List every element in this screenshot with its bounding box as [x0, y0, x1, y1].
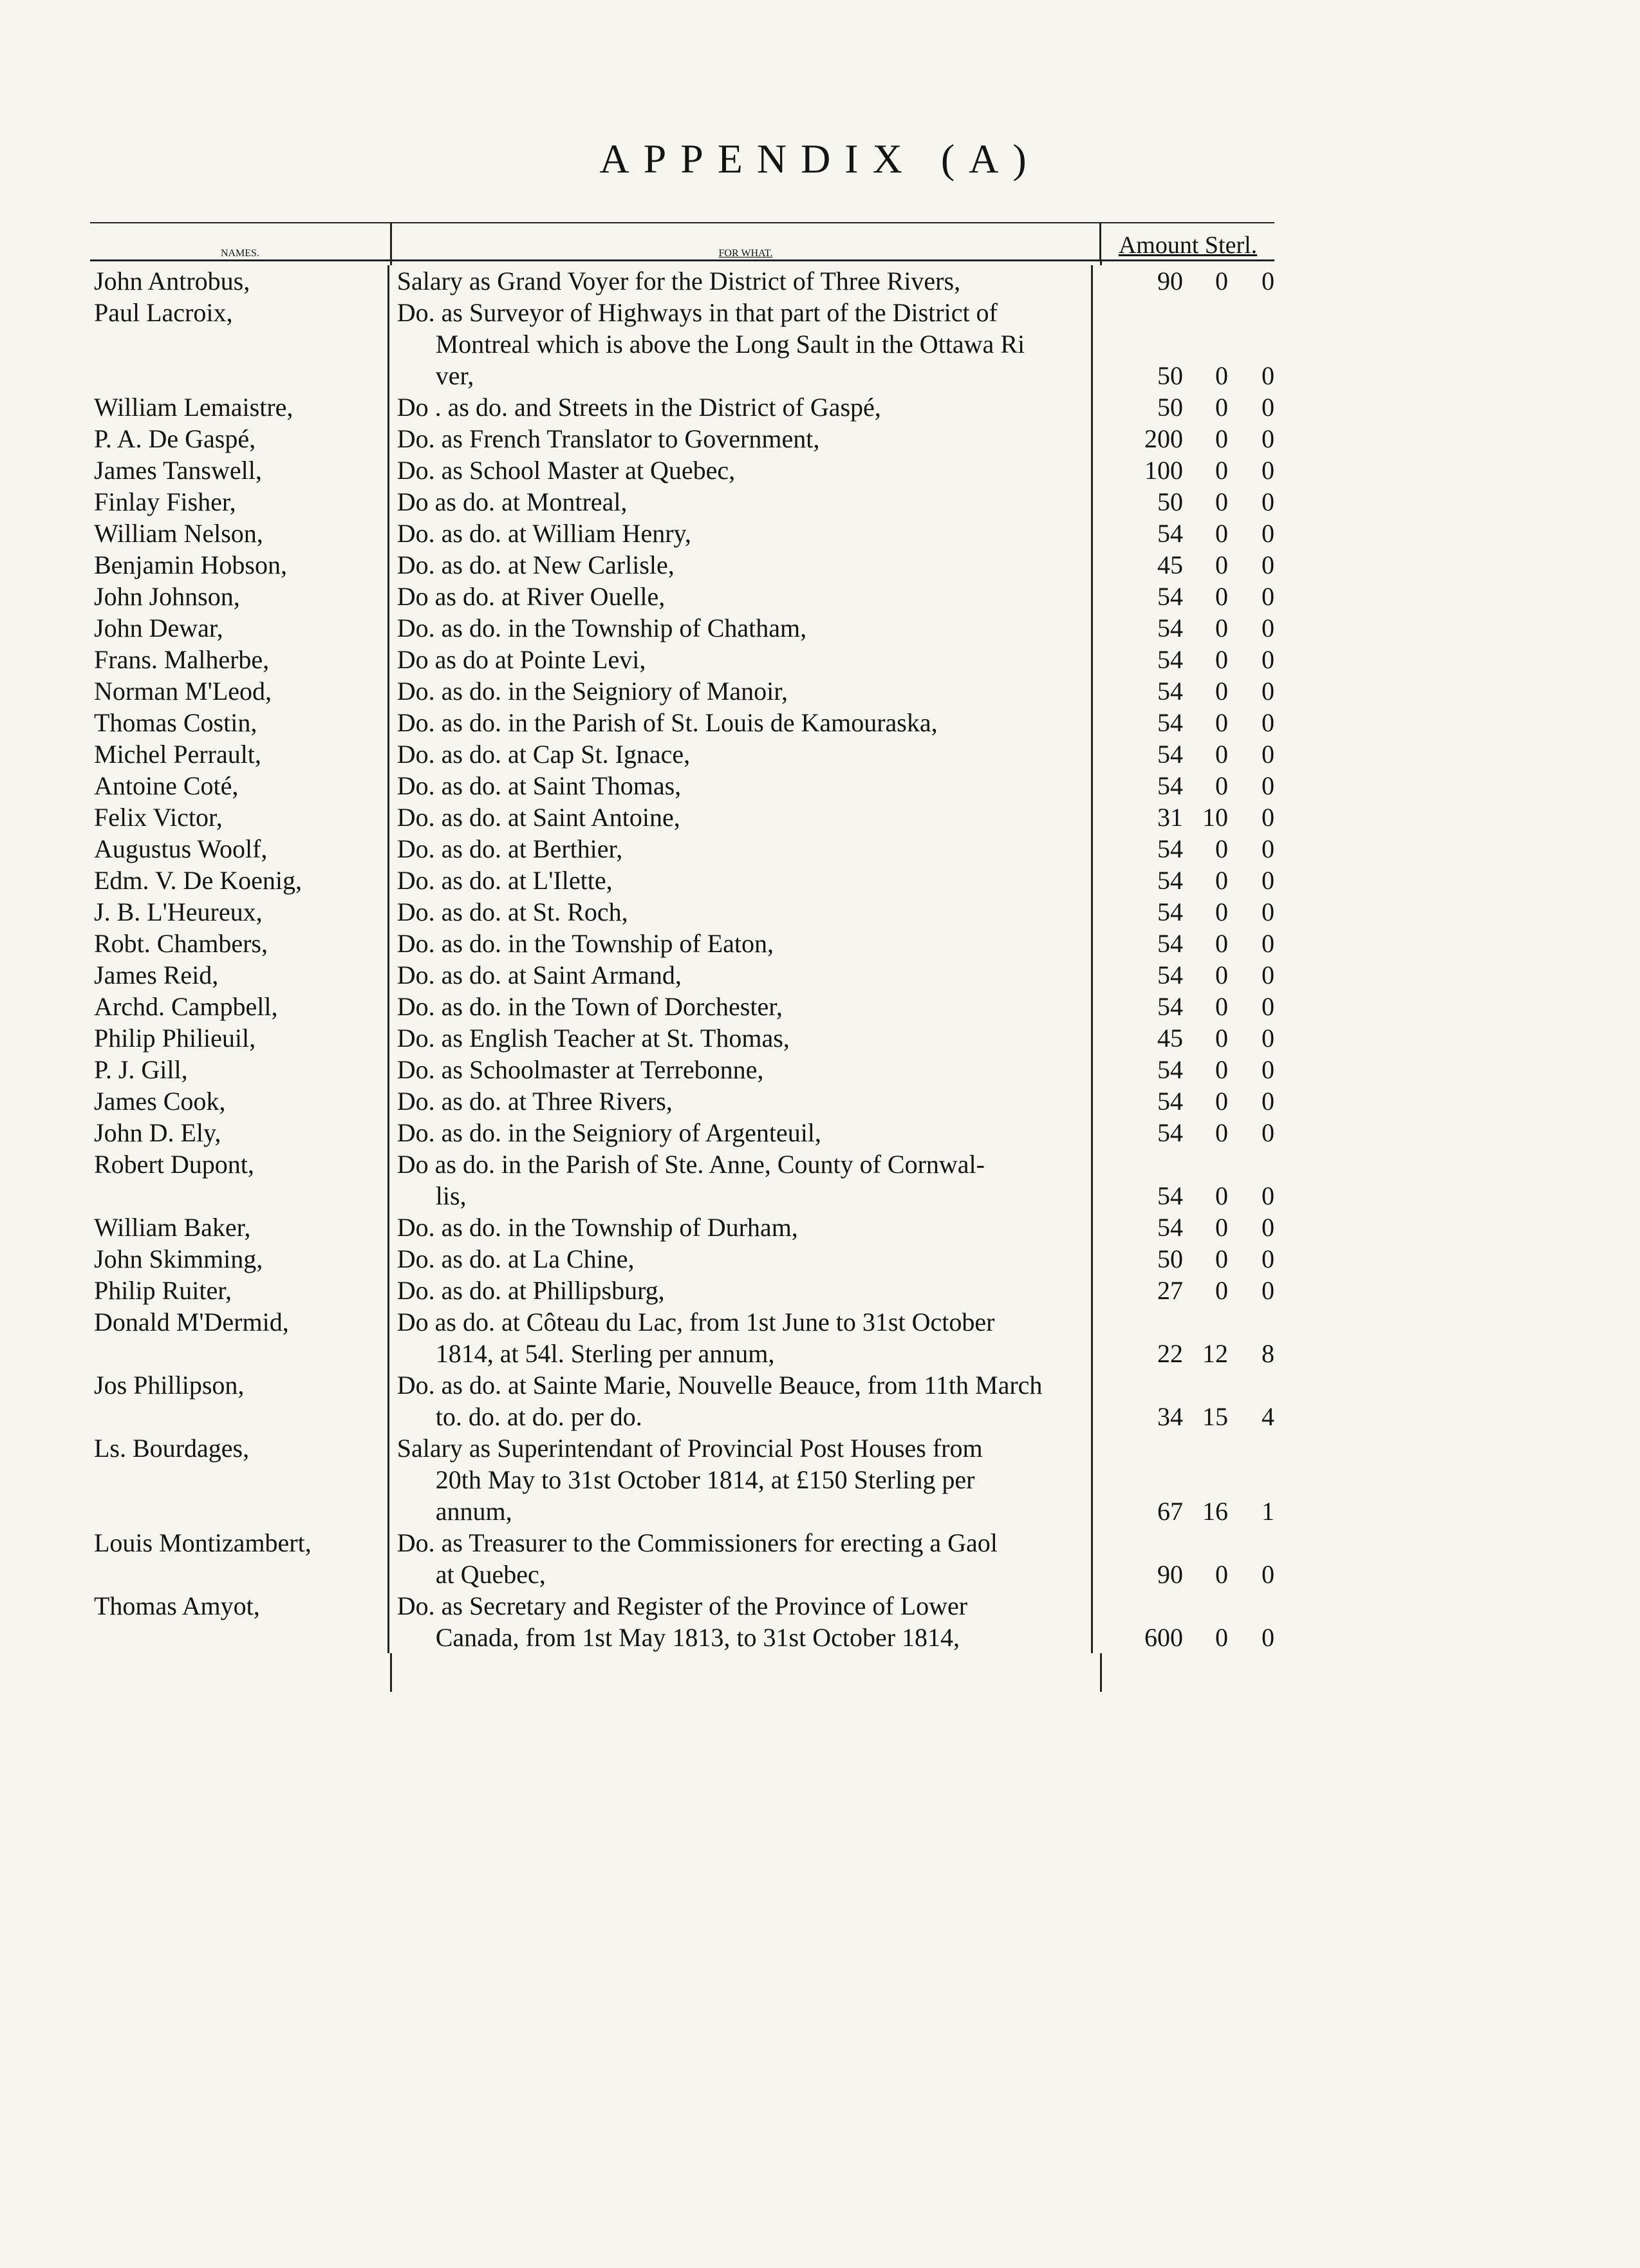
row-description — [389, 297, 1093, 391]
amount-shillings: 0 — [1215, 897, 1228, 926]
row-name: John Antrobus, — [90, 265, 389, 297]
row-description-line: lis, — [435, 1181, 467, 1210]
table-row — [90, 833, 1274, 865]
amount-pounds: 54 — [1157, 645, 1183, 674]
row-description-line: Canada, from 1st May 1813, to 31st October 1814, — [435, 1623, 960, 1652]
row-description — [389, 1369, 1093, 1432]
row-description-line: Do . as do. and Streets in the District of Gaspé, — [396, 393, 881, 422]
row-name: John Skimming, — [90, 1243, 389, 1275]
amount-shillings: 10 — [1202, 803, 1228, 832]
row-description-line: at Quebec, — [435, 1560, 546, 1589]
amount-shillings: 0 — [1215, 424, 1228, 453]
row-name: John Johnson, — [90, 581, 389, 612]
row-description — [389, 675, 1093, 707]
row-name: William Baker, — [90, 1212, 389, 1243]
table-row — [90, 518, 1274, 549]
table-row — [90, 391, 1274, 423]
table-row — [90, 549, 1274, 581]
row-description — [389, 707, 1093, 738]
amount-pence: 1 — [1262, 1497, 1274, 1526]
row-description — [389, 486, 1093, 518]
row-description — [389, 644, 1093, 675]
table-row — [90, 455, 1274, 486]
row-description-line: Do. as do. at Saint Armand, — [396, 961, 682, 989]
amount-pounds: 50 — [1157, 1244, 1183, 1273]
amount-pence: 0 — [1262, 550, 1274, 579]
amount-pounds: 200 — [1144, 424, 1183, 453]
amount-pounds: 34 — [1157, 1402, 1183, 1431]
row-description-line: Do. as do. in the Seigniory of Manoir, — [396, 677, 788, 706]
amount-pence: 0 — [1262, 677, 1274, 706]
amount-shillings: 0 — [1215, 866, 1228, 895]
row-name: Antoine Coté, — [90, 770, 389, 801]
amount-shillings: 0 — [1215, 677, 1228, 706]
amount-shillings: 0 — [1215, 1055, 1228, 1084]
amount-pence: 0 — [1262, 897, 1274, 926]
table-row — [90, 612, 1274, 644]
amount-shillings: 0 — [1215, 267, 1228, 295]
amount-shillings: 0 — [1215, 519, 1228, 548]
amount-shillings: 0 — [1215, 550, 1228, 579]
amount-pounds: 45 — [1157, 550, 1183, 579]
amount-pounds: 50 — [1157, 361, 1183, 390]
table-row — [90, 928, 1274, 959]
amount-pence: 0 — [1262, 866, 1274, 895]
row-description-line: Do. as do. in the Township of Durham, — [396, 1213, 798, 1242]
amount-pounds: 54 — [1157, 740, 1183, 769]
row-description — [389, 391, 1093, 423]
amount-shillings: 0 — [1215, 1087, 1228, 1116]
row-description-line: Do as do. in the Parish of Ste. Anne, County of Cornwal- — [396, 1150, 985, 1179]
row-description-line: Do. as do. at La Chine, — [396, 1244, 635, 1273]
row-description-line: Do. as Surveyor of Highways in that part of the District of — [396, 298, 998, 327]
amount-pounds: 54 — [1157, 929, 1183, 958]
row-description-line: Do. as English Teacher at St. Thomas, — [396, 1024, 790, 1053]
amount-shillings: 0 — [1215, 487, 1228, 516]
row-amount — [1093, 991, 1274, 1022]
table-row — [90, 865, 1274, 896]
table-row — [90, 738, 1274, 770]
row-amount — [1093, 896, 1274, 928]
row-description-line: Do. as do. at Berthier, — [396, 834, 623, 863]
table-row — [90, 770, 1274, 801]
row-description-line: ver, — [435, 361, 474, 390]
row-name: Thomas Costin, — [90, 707, 389, 738]
amount-pence: 0 — [1262, 1560, 1274, 1589]
row-amount — [1093, 1527, 1274, 1590]
row-amount — [1093, 455, 1274, 486]
row-description-line: Montreal which is above the Long Sault in the Ottawa Ri — [435, 330, 1025, 359]
amount-shillings: 0 — [1215, 929, 1228, 958]
row-name: Augustus Woolf, — [90, 833, 389, 865]
amount-shillings: 0 — [1215, 1181, 1228, 1210]
amount-pence: 0 — [1262, 1181, 1274, 1210]
row-description — [389, 265, 1093, 297]
row-name: Ls. Bourdages, — [90, 1432, 389, 1527]
amount-shillings: 0 — [1215, 361, 1228, 390]
row-amount — [1093, 1243, 1274, 1275]
row-description-line: Do. as do. at Saint Antoine, — [396, 803, 680, 832]
row-description-line: Do. as do. at William Henry, — [396, 519, 691, 548]
amount-shillings: 0 — [1215, 708, 1228, 737]
row-description — [389, 1590, 1093, 1653]
amount-pounds: 54 — [1157, 771, 1183, 800]
row-description — [389, 518, 1093, 549]
amount-shillings: 0 — [1215, 740, 1228, 769]
amount-pounds: 54 — [1157, 961, 1183, 989]
row-name: Finlay Fisher, — [90, 486, 389, 518]
amount-shillings: 0 — [1215, 1623, 1228, 1652]
amount-pence: 0 — [1262, 393, 1274, 422]
row-description-line: Do. as do. at Saint Thomas, — [396, 771, 682, 800]
row-description — [389, 928, 1093, 959]
row-amount — [1093, 1148, 1274, 1212]
row-amount — [1093, 1369, 1274, 1432]
table-row — [90, 1117, 1274, 1148]
table-row — [90, 1369, 1274, 1432]
row-name: Paul Lacroix, — [90, 297, 389, 391]
row-description-line: 20th May to 31st October 1814, at £150 Sterling per — [435, 1465, 975, 1494]
amount-pence: 0 — [1262, 614, 1274, 642]
row-name: Louis Montizambert, — [90, 1527, 389, 1590]
row-amount — [1093, 833, 1274, 865]
amount-shillings: 0 — [1215, 961, 1228, 989]
row-description-line: Do. as do. at New Carlisle, — [396, 550, 675, 579]
amount-shillings: 0 — [1215, 456, 1228, 485]
row-name: Philip Philieuil, — [90, 1022, 389, 1054]
row-description — [389, 1117, 1093, 1148]
row-description-line: Do as do. at Côteau du Lac, from 1st June to 31st October — [396, 1307, 995, 1336]
amount-pounds: 54 — [1157, 1087, 1183, 1116]
amount-shillings: 0 — [1215, 1244, 1228, 1273]
table-row — [90, 1590, 1274, 1653]
row-name: Robt. Chambers, — [90, 928, 389, 959]
amount-pounds: 54 — [1157, 1181, 1183, 1210]
row-name: James Tanswell, — [90, 455, 389, 486]
row-description-line: 1814, at 54l. Sterling per annum, — [435, 1339, 775, 1368]
row-amount — [1093, 738, 1274, 770]
amount-pounds: 100 — [1144, 456, 1183, 485]
row-description-line: annum, — [435, 1497, 512, 1526]
row-description-line: Do. as do. in the Township of Chatham, — [396, 614, 807, 642]
table-row — [90, 486, 1274, 518]
row-name: Thomas Amyot, — [90, 1590, 389, 1653]
row-amount — [1093, 1590, 1274, 1653]
row-description — [389, 1212, 1093, 1243]
table-header — [90, 223, 1274, 261]
row-description-line: Salary as Grand Voyer for the District of Three Rivers, — [396, 267, 961, 295]
row-description-line: Do. as do. at L'Ilette, — [396, 866, 613, 895]
salary-ledger-table — [90, 222, 1274, 1692]
amount-pence: 0 — [1262, 992, 1274, 1021]
amount-pounds: 54 — [1157, 1118, 1183, 1147]
row-name: William Lemaistre, — [90, 391, 389, 423]
row-description-line: Do. as do. at Sainte Marie, Nouvelle Beauce, from 11th March — [396, 1371, 1043, 1400]
row-description — [389, 455, 1093, 486]
row-name: Jos Phillipson, — [90, 1369, 389, 1432]
amount-pence: 0 — [1262, 1276, 1274, 1305]
table-body — [90, 261, 1274, 1692]
row-description-line: Do. as do. at Phillipsburg, — [396, 1276, 665, 1305]
amount-pence: 0 — [1262, 456, 1274, 485]
table-row — [90, 1022, 1274, 1054]
row-description-line: Do. as do. in the Town of Dorchester, — [396, 992, 783, 1021]
amount-pounds: 50 — [1157, 487, 1183, 516]
table-row — [90, 423, 1274, 455]
amount-pounds: 54 — [1157, 614, 1183, 642]
row-amount — [1093, 675, 1274, 707]
amount-pence: 0 — [1262, 1087, 1274, 1116]
row-description-line: Do. as French Translator to Government, — [396, 424, 820, 453]
row-amount — [1093, 423, 1274, 455]
table-bottom-spacer — [90, 1653, 1274, 1692]
table-row — [90, 801, 1274, 833]
row-amount — [1093, 959, 1274, 991]
amount-pounds: 45 — [1157, 1024, 1183, 1053]
amount-pence: 0 — [1262, 1623, 1274, 1652]
row-name: Robert Dupont, — [90, 1148, 389, 1212]
row-amount — [1093, 928, 1274, 959]
row-description — [389, 801, 1093, 833]
row-name: P. A. De Gaspé, — [90, 423, 389, 455]
table-row — [90, 1432, 1274, 1527]
amount-shillings: 0 — [1215, 1276, 1228, 1305]
row-description-line: Do. as Treasurer to the Commissioners for erecting a Gaol — [396, 1528, 998, 1557]
row-description — [389, 959, 1093, 991]
row-amount — [1093, 1306, 1274, 1369]
row-description — [389, 1148, 1093, 1212]
row-name: Norman M'Leod, — [90, 675, 389, 707]
row-description — [389, 1275, 1093, 1306]
amount-shillings: 0 — [1215, 992, 1228, 1021]
row-name: Archd. Campbell, — [90, 991, 389, 1022]
row-description-line: Do. as do. in the Parish of St. Louis de Kamouraska, — [396, 708, 938, 737]
row-name: John D. Ely, — [90, 1117, 389, 1148]
amount-pence: 0 — [1262, 834, 1274, 863]
row-description-line: Do. as do. at St. Roch, — [396, 897, 628, 926]
amount-shillings: 16 — [1202, 1497, 1228, 1526]
row-name: John Dewar, — [90, 612, 389, 644]
row-amount — [1093, 1117, 1274, 1148]
row-description — [389, 1085, 1093, 1117]
row-description — [389, 991, 1093, 1022]
amount-pence: 0 — [1262, 267, 1274, 295]
row-amount — [1093, 707, 1274, 738]
row-amount — [1093, 297, 1274, 391]
amount-shillings: 0 — [1215, 834, 1228, 863]
amount-pounds: 54 — [1157, 708, 1183, 737]
amount-shillings: 15 — [1202, 1402, 1228, 1431]
row-name: Edm. V. De Koenig, — [90, 865, 389, 896]
names-column-header: NAMES. — [90, 223, 392, 259]
table-row — [90, 581, 1274, 612]
amount-pounds: 54 — [1157, 992, 1183, 1021]
row-description — [389, 1432, 1093, 1527]
row-description-line: Do. as do. in the Township of Eaton, — [396, 929, 774, 958]
table-row — [90, 707, 1274, 738]
amount-column-header: Amount Sterl. — [1118, 232, 1258, 259]
amount-pence: 0 — [1262, 803, 1274, 832]
amount-shillings: 0 — [1215, 1118, 1228, 1147]
table-row — [90, 1212, 1274, 1243]
amount-pence: 0 — [1262, 1055, 1274, 1084]
row-name: J. B. L'Heureux, — [90, 896, 389, 928]
row-description — [389, 581, 1093, 612]
table-row — [90, 1148, 1274, 1212]
table-row — [90, 1243, 1274, 1275]
table-row — [90, 1527, 1274, 1590]
table-row — [90, 297, 1274, 391]
amount-pounds: 22 — [1157, 1339, 1183, 1368]
amount-pence: 0 — [1262, 582, 1274, 611]
amount-pence: 0 — [1262, 1024, 1274, 1053]
amount-pounds: 54 — [1157, 582, 1183, 611]
row-amount — [1093, 1022, 1274, 1054]
row-description — [389, 423, 1093, 455]
row-description — [389, 833, 1093, 865]
amount-pounds: 31 — [1157, 803, 1183, 832]
amount-pounds: 54 — [1157, 677, 1183, 706]
table-row — [90, 959, 1274, 991]
amount-pence: 8 — [1262, 1339, 1274, 1368]
row-name: Michel Perrault, — [90, 738, 389, 770]
amount-pence: 0 — [1262, 519, 1274, 548]
row-amount — [1093, 644, 1274, 675]
row-description — [389, 1306, 1093, 1369]
row-amount — [1093, 391, 1274, 423]
row-description-line: Do. as do. at Three Rivers, — [396, 1087, 673, 1116]
row-description-line: Do as do. at River Ouelle, — [396, 582, 666, 611]
row-amount — [1093, 1054, 1274, 1085]
row-name: Felix Victor, — [90, 801, 389, 833]
amount-pounds: 54 — [1157, 897, 1183, 926]
amount-pounds: 600 — [1144, 1623, 1183, 1652]
table-row — [90, 1275, 1274, 1306]
row-name: Philip Ruiter, — [90, 1275, 389, 1306]
row-amount — [1093, 612, 1274, 644]
amount-pounds: 50 — [1157, 393, 1183, 422]
amount-pence: 0 — [1262, 487, 1274, 516]
amount-pounds: 27 — [1157, 1276, 1183, 1305]
amount-pence: 0 — [1262, 424, 1274, 453]
row-amount — [1093, 549, 1274, 581]
row-amount — [1093, 518, 1274, 549]
row-amount — [1093, 486, 1274, 518]
row-description-line: Do. as do. in the Seigniory of Argenteuil, — [396, 1118, 821, 1147]
amount-pence: 0 — [1262, 740, 1274, 769]
row-amount — [1093, 801, 1274, 833]
for-what-column-header: FOR WHAT. — [392, 223, 1101, 259]
row-name: Benjamin Hobson, — [90, 549, 389, 581]
row-description — [389, 549, 1093, 581]
row-amount — [1093, 265, 1274, 297]
amount-pence: 0 — [1262, 929, 1274, 958]
amount-pounds: 90 — [1157, 267, 1183, 295]
row-amount — [1093, 581, 1274, 612]
row-description — [389, 896, 1093, 928]
row-name: James Reid, — [90, 959, 389, 991]
row-name: Frans. Malherbe, — [90, 644, 389, 675]
amount-shillings: 0 — [1215, 1213, 1228, 1242]
row-amount — [1093, 1212, 1274, 1243]
row-description — [389, 1054, 1093, 1085]
row-amount — [1093, 1085, 1274, 1117]
table-row — [90, 1054, 1274, 1085]
row-description-line: Do as do. at Montreal, — [396, 487, 628, 516]
row-description — [389, 1527, 1093, 1590]
row-amount — [1093, 865, 1274, 896]
row-description — [389, 1022, 1093, 1054]
row-description-line: Do. as do. at Cap St. Ignace, — [396, 740, 691, 769]
amount-shillings: 0 — [1215, 645, 1228, 674]
amount-pence: 0 — [1262, 771, 1274, 800]
row-amount — [1093, 1432, 1274, 1527]
row-amount — [1093, 770, 1274, 801]
table-row — [90, 896, 1274, 928]
amount-shillings: 0 — [1215, 771, 1228, 800]
table-row — [90, 644, 1274, 675]
amount-pounds: 54 — [1157, 866, 1183, 895]
row-description-line: Do. as Schoolmaster at Terrebonne, — [396, 1055, 764, 1084]
row-description-line: Do. as School Master at Quebec, — [396, 456, 736, 485]
row-name: P. J. Gill, — [90, 1054, 389, 1085]
amount-pence: 4 — [1262, 1402, 1274, 1431]
amount-shillings: 0 — [1215, 1560, 1228, 1589]
amount-shillings: 12 — [1202, 1339, 1228, 1368]
row-name: William Nelson, — [90, 518, 389, 549]
amount-pence: 0 — [1262, 361, 1274, 390]
amount-shillings: 0 — [1215, 582, 1228, 611]
amount-shillings: 0 — [1215, 614, 1228, 642]
amount-shillings: 0 — [1215, 393, 1228, 422]
amount-pounds: 67 — [1157, 1497, 1183, 1526]
table-row — [90, 1085, 1274, 1117]
page-title: APPENDIX (A) — [599, 136, 1041, 182]
row-description — [389, 1243, 1093, 1275]
table-row — [90, 1306, 1274, 1369]
amount-pence: 0 — [1262, 961, 1274, 989]
amount-pence: 0 — [1262, 1213, 1274, 1242]
row-name: James Cook, — [90, 1085, 389, 1117]
row-description — [389, 612, 1093, 644]
amount-shillings: 0 — [1215, 1024, 1228, 1053]
row-description — [389, 865, 1093, 896]
amount-pence: 0 — [1262, 1244, 1274, 1273]
amount-pence: 0 — [1262, 1118, 1274, 1147]
row-description-line: to. do. at do. per do. — [435, 1402, 642, 1431]
row-description — [389, 770, 1093, 801]
table-row — [90, 991, 1274, 1022]
row-description — [389, 738, 1093, 770]
amount-pounds: 54 — [1157, 834, 1183, 863]
row-description-line: Do. as Secretary and Register of the Province of Lower — [396, 1591, 968, 1620]
amount-pounds: 54 — [1157, 1213, 1183, 1242]
row-description-line: Do as do at Pointe Levi, — [396, 645, 646, 674]
row-description-line: Salary as Superintendant of Provincial Post Houses from — [396, 1434, 983, 1463]
row-amount — [1093, 1275, 1274, 1306]
amount-pounds: 54 — [1157, 519, 1183, 548]
amount-pence: 0 — [1262, 645, 1274, 674]
amount-pence: 0 — [1262, 708, 1274, 737]
row-name: Donald M'Dermid, — [90, 1306, 389, 1369]
amount-pounds: 54 — [1157, 1055, 1183, 1084]
table-row — [90, 675, 1274, 707]
table-row — [90, 265, 1274, 297]
amount-pounds: 90 — [1157, 1560, 1183, 1589]
